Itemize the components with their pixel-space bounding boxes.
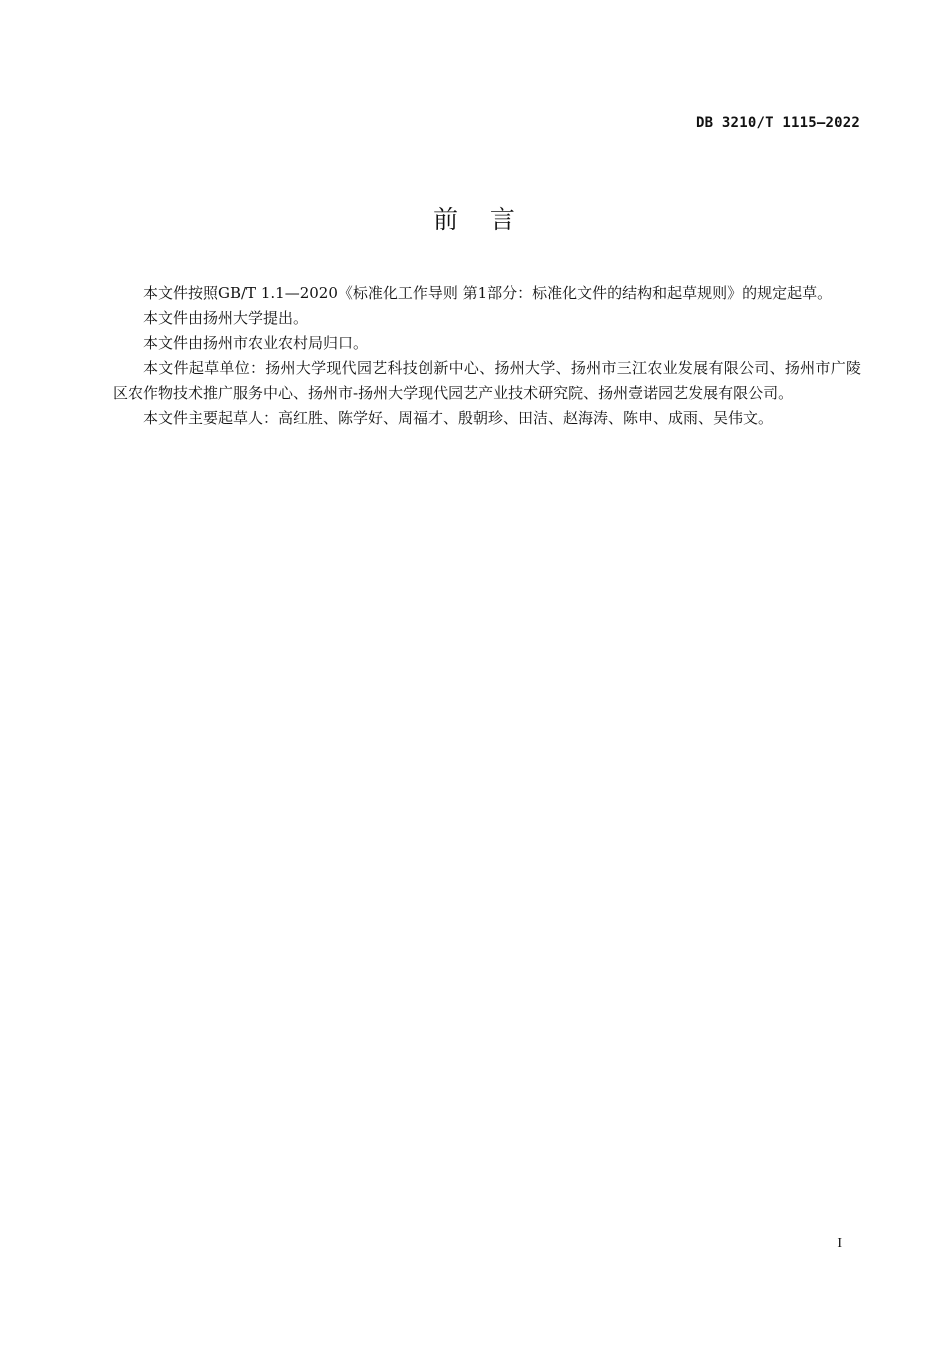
document-code: DB 3210/T 1115—2022 <box>696 115 860 131</box>
page-title: 前 言 <box>433 205 517 234</box>
paragraph-drafting-units: 本文件起草单位：扬州大学现代园艺科技创新中心、扬州大学、扬州市三江农业发展有限公司、扬州市广陵区农作物技术推广服务中心、扬州市-扬州大学现代园艺产业技术研究院、扬州壹诺园艺发展有限公司。 <box>113 359 861 402</box>
page-number: I <box>837 1236 842 1251</box>
paragraph-main-drafters: 本文件主要起草人：高红胜、陈学好、周福才、殷朝珍、田洁、赵海涛、陈申、成雨、吴伟文。 <box>143 409 774 427</box>
paragraph-proposer: 本文件由扬州大学提出。 <box>143 309 309 327</box>
paragraph-drafting-rule: 本文件按照GB/T 1.1—2020《标准化工作导则 第1部分：标准化文件的结构和起草规则》的规定起草。 <box>143 284 833 302</box>
preface-body <box>113 281 861 431</box>
paragraph-centralized-unit: 本文件由扬州市农业农村局归口。 <box>143 334 369 352</box>
